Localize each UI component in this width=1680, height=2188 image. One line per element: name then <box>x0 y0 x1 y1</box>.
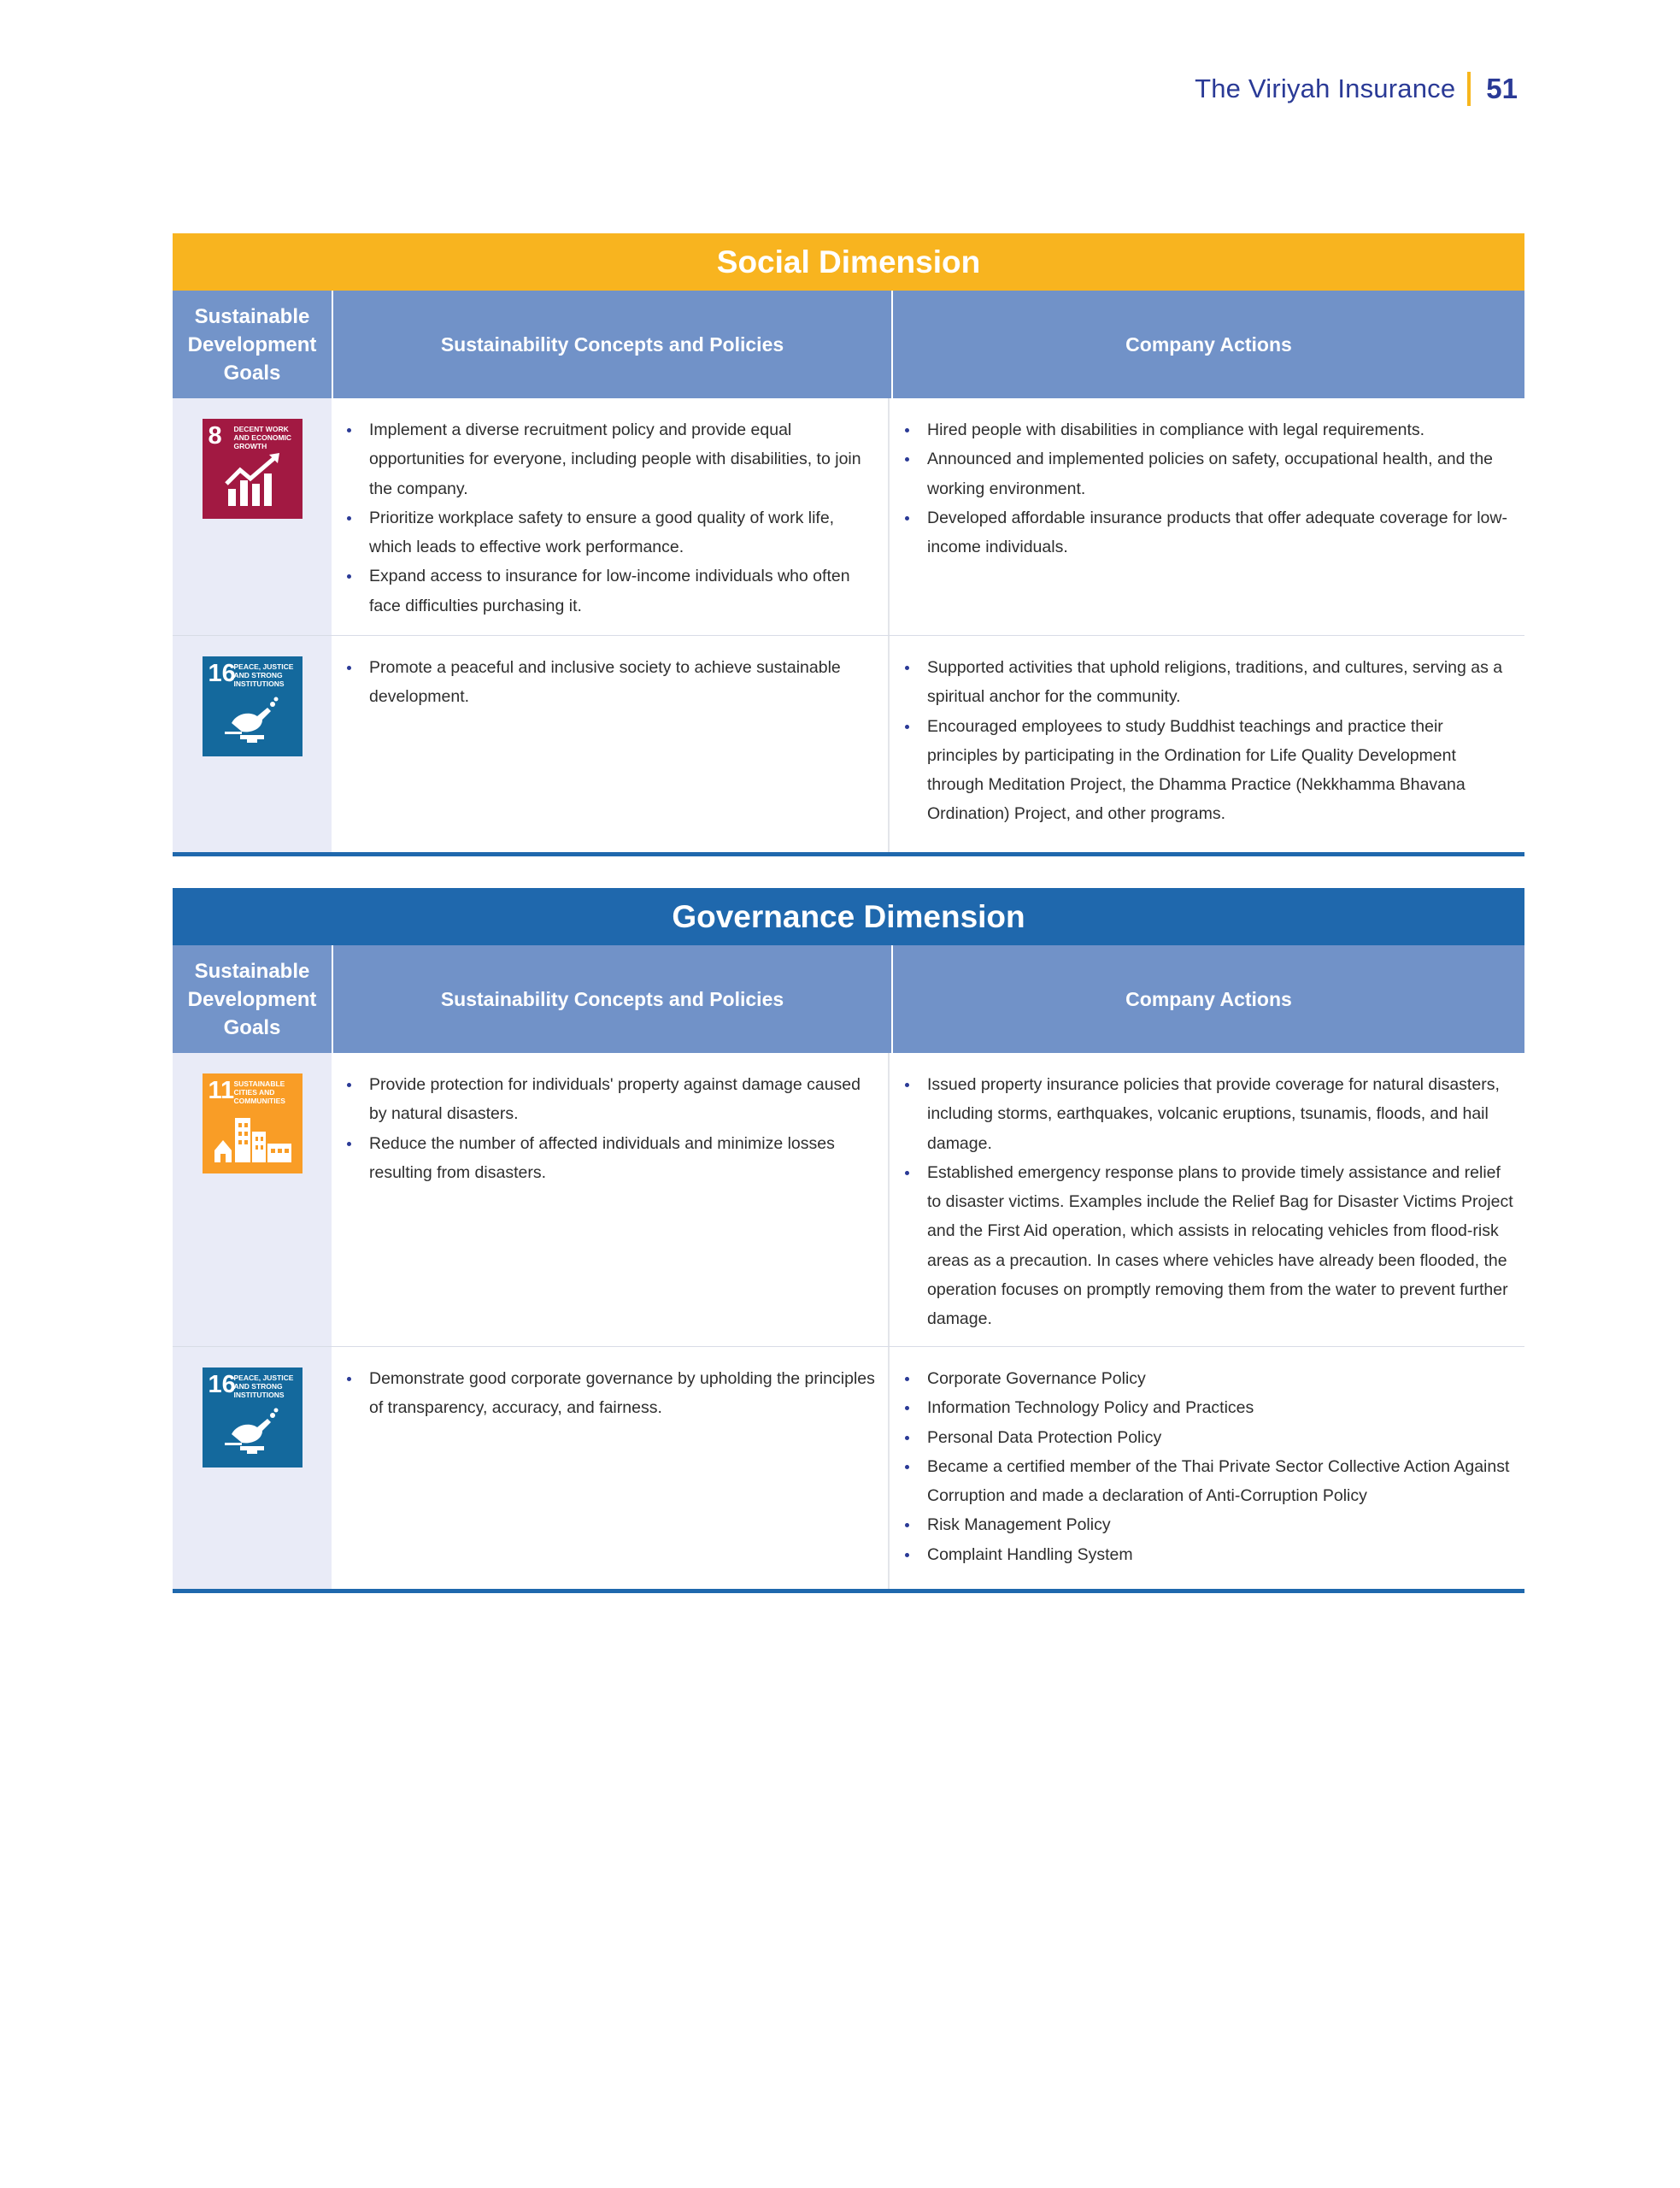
list-item: Expand access to insurance for low-income individuals who often face difficulties purchasing it. <box>338 562 879 621</box>
governance-dimension-title: Governance Dimension <box>173 888 1524 945</box>
list-item: Encouraged employees to study Buddhist teachings and practice their principles by participating in the Ordination for Life Quality Development through Meditation Project, the Dhamma Practice (Nekkhamma Bhavana Ordination) Project, and other programs. <box>896 712 1516 829</box>
column-headers <box>173 291 1524 398</box>
table-row <box>173 1053 1524 1347</box>
policies-cell <box>332 1053 890 1346</box>
sdg-title: DECENT WORK AND ECONOMIC GROWTH <box>233 425 292 450</box>
list-item: Promote a peaceful and inclusive society to achieve sustainable development. <box>338 653 879 712</box>
growth-chart-icon <box>203 419 303 519</box>
policies-list <box>338 1364 879 1423</box>
sdg-column-header: Sustainable Development Goals <box>173 291 332 398</box>
actions-column-header: Company Actions <box>1125 987 1292 1010</box>
dove-gavel-icon <box>203 1368 303 1467</box>
sdg-cell <box>173 1053 332 1346</box>
sdg-16-badge <box>203 656 303 756</box>
page-header <box>1195 72 1518 106</box>
sdg-number: 16 <box>208 1371 236 1398</box>
column-headers <box>173 945 1524 1053</box>
social-dimension-title: Social Dimension <box>173 233 1524 291</box>
table-row <box>173 636 1524 856</box>
actions-cell <box>890 636 1524 852</box>
list-item: Corporate Governance Policy <box>896 1364 1516 1393</box>
sdg-16-badge <box>203 1368 303 1467</box>
sdg-cell <box>173 1347 332 1589</box>
sdg-cell <box>173 636 332 852</box>
actions-list <box>896 415 1516 562</box>
list-item: Announced and implemented policies on safety, occupational health, and the working environment. <box>896 444 1516 503</box>
list-item: Hired people with disabilities in compliance with legal requirements. <box>896 415 1516 444</box>
list-item: Established emergency response plans to provide timely assistance and relief to disaster victims. Examples include the Relief Bag for Disaster Victims Project and the First Aid operation, which assists in relocating vehicles from flood-risk areas as a precaution. In cases where vehicles have already been flooded, the operation focuses on promptly removing them from the water to prevent further damage. <box>896 1158 1516 1334</box>
list-item: Prioritize workplace safety to ensure a good quality of work life, which leads to effective work performance. <box>338 503 879 562</box>
list-item: Demonstrate good corporate governance by upholding the principles of transparency, accuracy, and fairness. <box>338 1364 879 1423</box>
actions-list <box>896 1070 1516 1334</box>
policies-cell <box>332 636 890 852</box>
actions-cell <box>890 398 1524 635</box>
list-item: Issued property insurance policies that provide coverage for natural disasters, including storms, earthquakes, volcanic eruptions, tsunamis, floods, and hail damage. <box>896 1070 1516 1158</box>
list-item: Developed affordable insurance products that offer adequate coverage for low-income individuals. <box>896 503 1516 562</box>
list-item: Information Technology Policy and Practices <box>896 1393 1516 1422</box>
policies-cell <box>332 1347 890 1589</box>
social-dimension-table <box>173 233 1524 856</box>
governance-dimension-table <box>173 888 1524 1593</box>
sdg-column-header: Sustainable Development Goals <box>173 945 332 1053</box>
header-divider <box>1467 72 1471 106</box>
policies-list <box>338 1070 879 1187</box>
list-item: Supported activities that uphold religions, traditions, and cultures, serving as a spiritual anchor for the community. <box>896 653 1516 712</box>
actions-list <box>896 1364 1516 1569</box>
policies-list <box>338 415 879 621</box>
sdg-title: PEACE, JUSTICE AND STRONG INSTITUTIONS <box>233 662 294 688</box>
policies-column-header: Sustainability Concepts and Policies <box>332 291 893 398</box>
actions-cell <box>890 1053 1524 1346</box>
sdg-title: SUSTAINABLE CITIES AND COMMUNITIES <box>233 1079 285 1105</box>
policies-column-header: Sustainability Concepts and Policies <box>332 945 893 1053</box>
sdg-number: 11 <box>208 1077 235 1104</box>
list-item: Personal Data Protection Policy <box>896 1423 1516 1452</box>
sdg-number: 8 <box>208 422 222 450</box>
sdg-number: 16 <box>208 660 236 687</box>
page-number: 51 <box>1486 73 1518 104</box>
policies-cell <box>332 398 890 635</box>
actions-column-header: Company Actions <box>1125 332 1292 356</box>
table-row <box>173 398 1524 636</box>
list-item: Provide protection for individuals' property against damage caused by natural disasters. <box>338 1070 879 1129</box>
table-row <box>173 1347 1524 1593</box>
list-item: Complaint Handling System <box>896 1540 1516 1569</box>
list-item: Implement a diverse recruitment policy and provide equal opportunities for everyone, including people with disabilities, to join the company. <box>338 415 879 503</box>
city-buildings-icon <box>203 1073 303 1173</box>
list-item: Became a certified member of the Thai Private Sector Collective Action Against Corruption and made a declaration of Anti-Corruption Policy <box>896 1452 1516 1511</box>
sdg-11-badge <box>203 1073 303 1173</box>
sdg-cell <box>173 398 332 635</box>
dove-gavel-icon <box>203 656 303 756</box>
sdg-8-badge <box>203 419 303 519</box>
company-name: The Viriyah Insurance <box>1195 74 1456 103</box>
actions-cell <box>890 1347 1524 1589</box>
sdg-title: PEACE, JUSTICE AND STRONG INSTITUTIONS <box>233 1373 294 1399</box>
list-item: Reduce the number of affected individuals and minimize losses resulting from disasters. <box>338 1129 879 1188</box>
actions-list <box>896 653 1516 829</box>
list-item: Risk Management Policy <box>896 1510 1516 1539</box>
policies-list <box>338 653 879 712</box>
